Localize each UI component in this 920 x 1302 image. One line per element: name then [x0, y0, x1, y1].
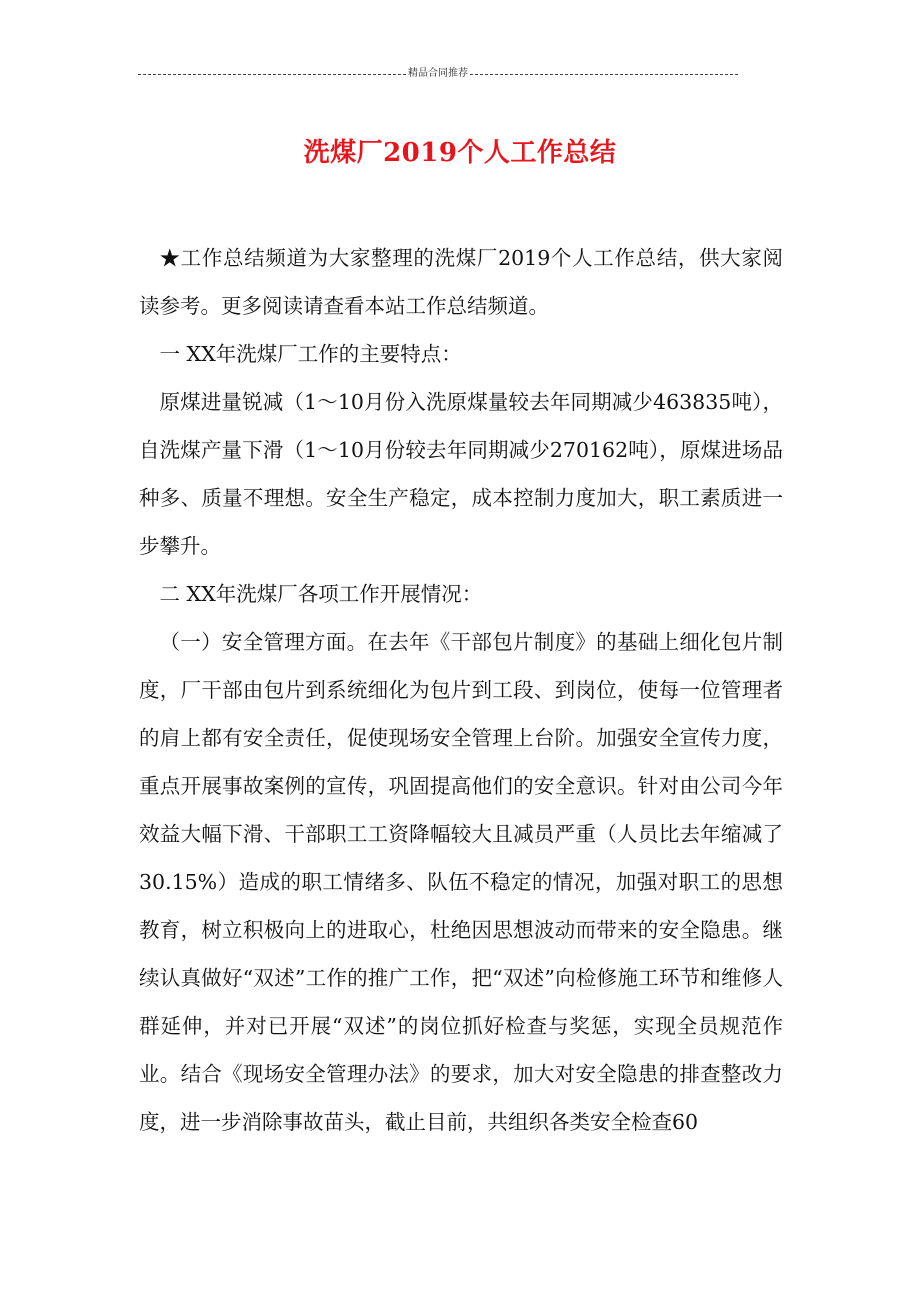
page-header-rule [138, 66, 738, 82]
section-heading-2: 二 XX年洗煤厂各项工作开展情况： [159, 582, 483, 606]
paragraph-features: 原煤进量锐减（1～10月份入洗原煤量较去年同期减少463835吨），自洗煤产量下滑（1～10月份较去年同期减少270162吨），原煤进场品种多、质量不理想。安全生产稳定，成本控制力度加大，职工素质进一步攀升。 [139, 390, 783, 558]
paragraph-safety: （一）安全管理方面。在去年《干部包片制度》的基础上细化包片制度，厂干部由包片到系统细化为包片到工段、到岗位，使每一位管理者的肩上都有安全责任，促使现场安全管理上台阶。加强安全宣传力度，重点开展事故案例的宣传，巩固提高他们的安全意识。针对由公司今年效益大幅下滑、干部职工工资降幅较大且减员严重（人员比去年缩减了30.15%）造成的职工情绪多、队伍不稳定的情况，加强对职工的思想教育，树立积极向上的进取心，杜绝因思想波动而带来的安全隐患。继续认真做好“双述”工作的推广工作，把“双述”向检修施工环节和维修人群延伸，并对已开展“双述”的岗位抓好检查与奖惩，实现全员规范作业。结合《现场安全管理办法》的要求，加大对安全隐患的排查整改力度，进一步消除事故苗头，截止目前，共组织各类安全检查60 [139, 630, 783, 1134]
header-dashed-line-right [470, 74, 738, 75]
document-title: 洗煤厂2019个人工作总结 [303, 138, 617, 169]
header-dashed-line-left [138, 74, 406, 75]
document-body [139, 234, 783, 1146]
section-heading-1: 一 XX年洗煤厂工作的主要特点： [159, 342, 462, 366]
paragraph-intro: ★工作总结频道为大家整理的洗煤厂2019个人工作总结，供大家阅读参考。更多阅读请查看本站工作总结频道。 [139, 246, 783, 318]
header-label: 精品合同推荐 [408, 68, 468, 79]
